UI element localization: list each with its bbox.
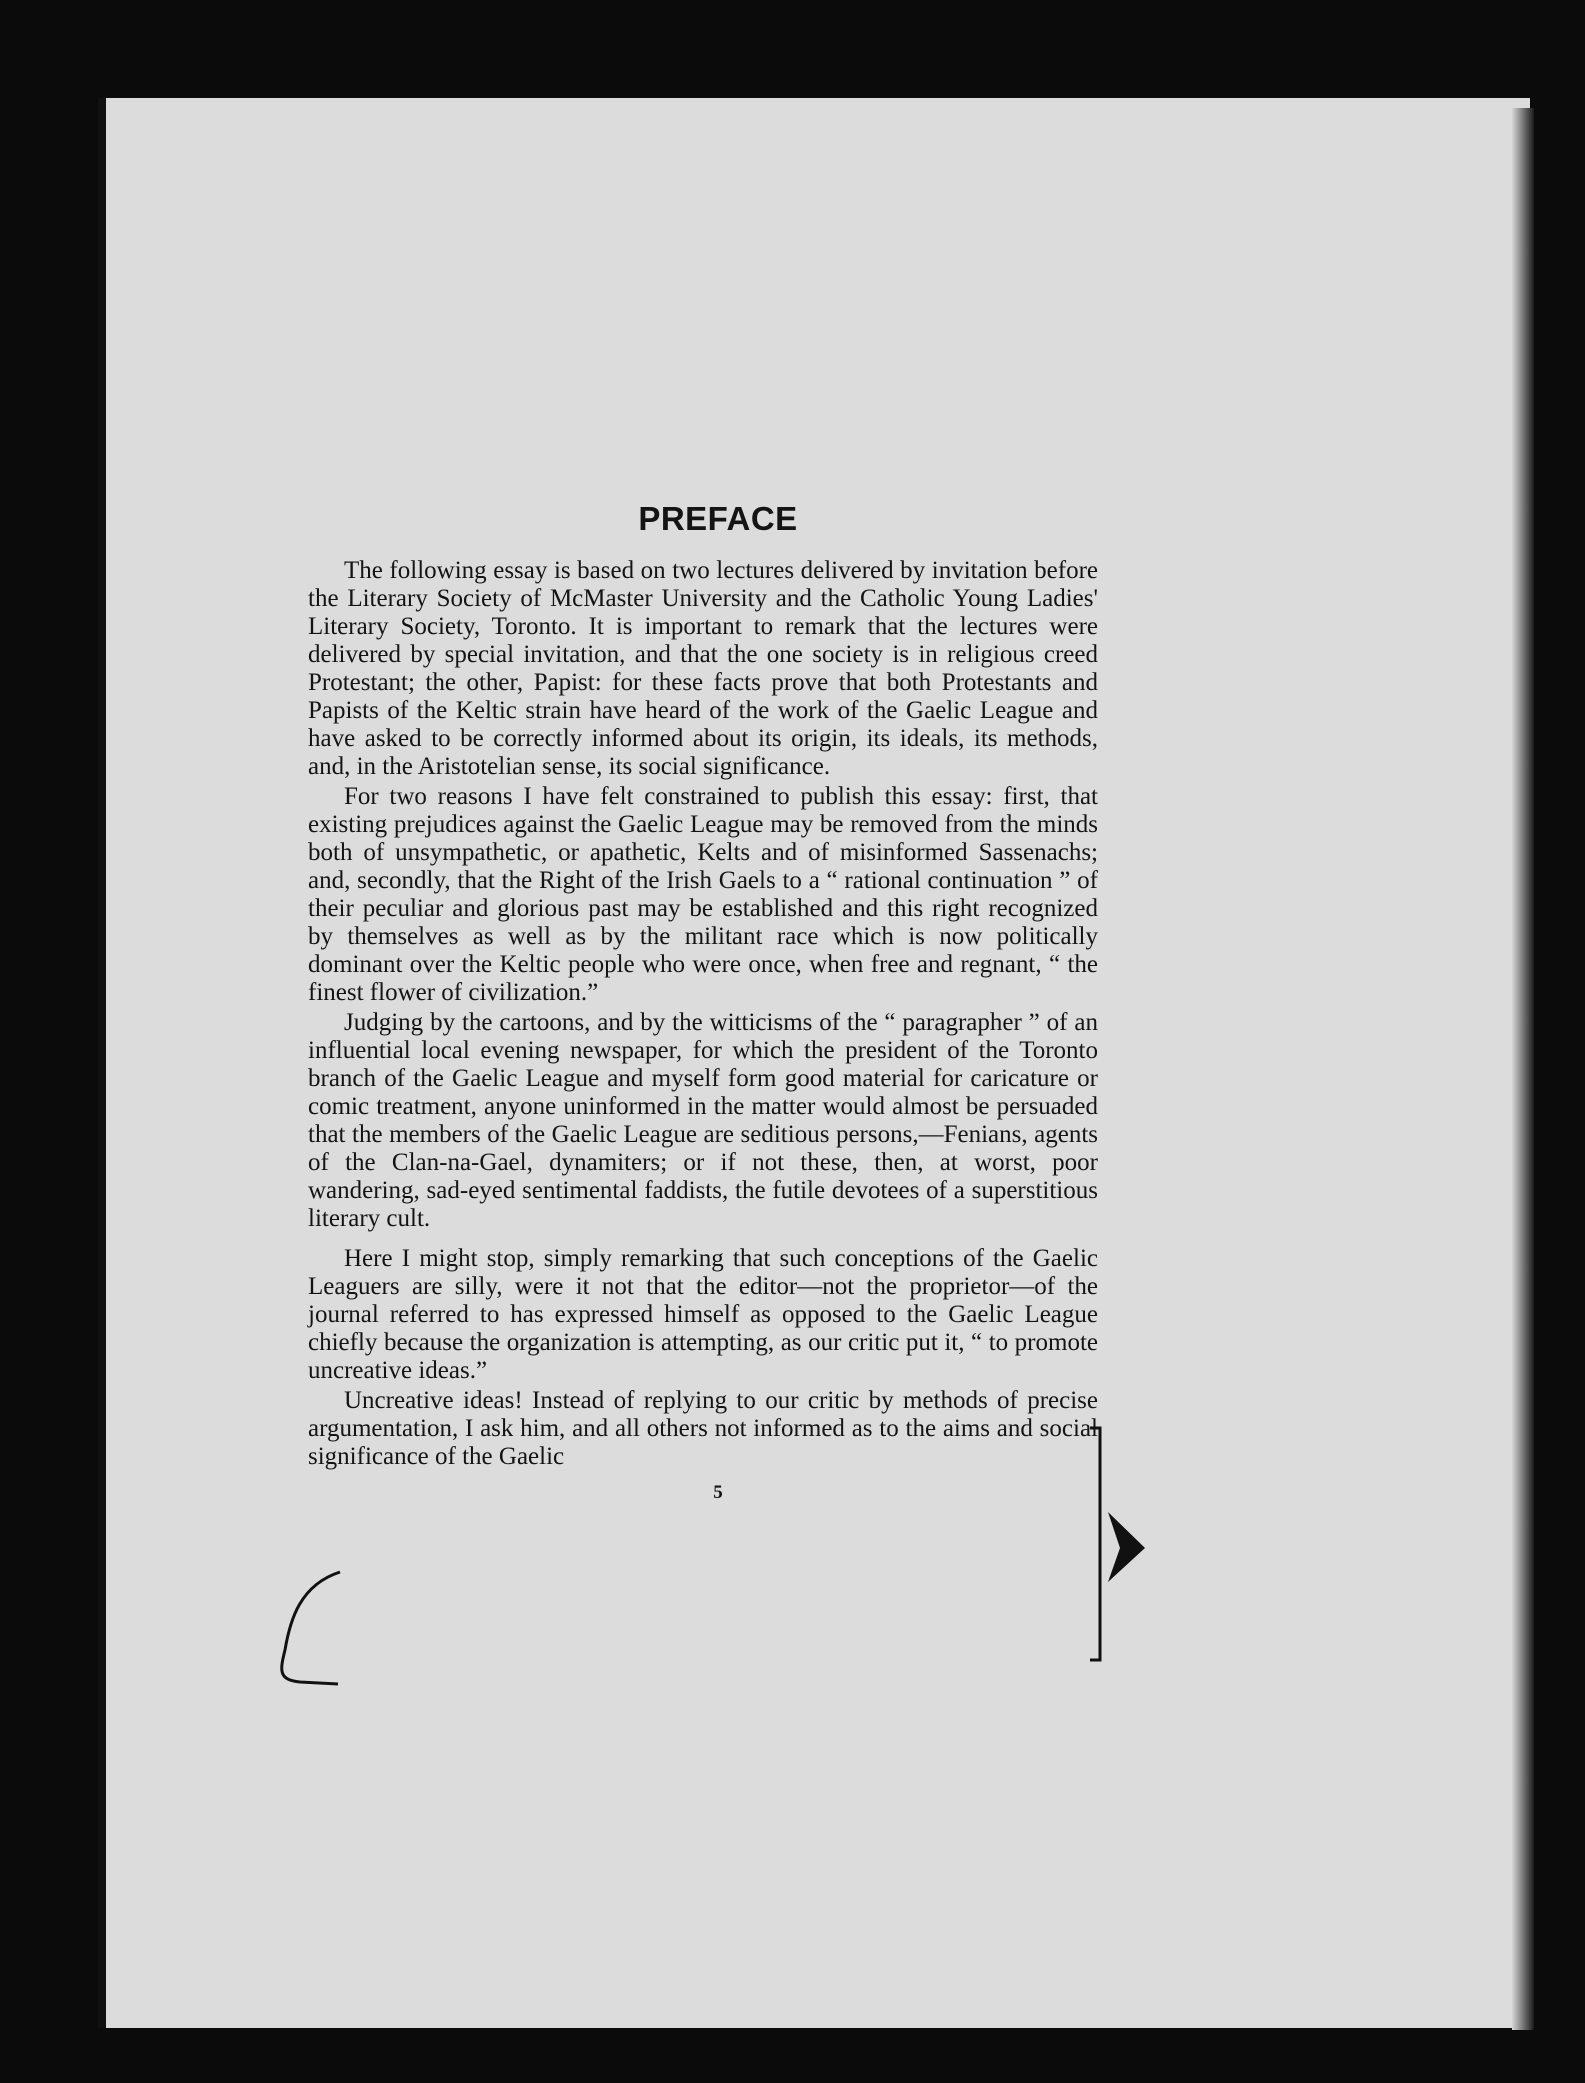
margin-bracket-right bbox=[1090, 1428, 1100, 1660]
paragraph-3: Judging by the cartoons, and by the witticisms of the “ paragrapher ” of an influential local evening newspaper, for which the president of the Toronto branch of the Gaelic League and myself form good material for caricature or comic treatment, anyone uninformed in the matter would almost be persuaded that the members of the Gaelic League are seditious persons,—Fenians, agents of the Clan-na-Gael, dynamiters; or if not these, then, at worst, poor wandering, sad-eyed sentimental faddists, the futile devotees of a superstitious literary cult. bbox=[308, 1009, 1098, 1232]
paragraph-5: Uncreative ideas! Instead of replying to our critic by methods of precise argumentation, I ask him, and all others not informed as to the aims and social significance of the Gaelic bbox=[308, 1387, 1098, 1470]
paragraph-2: For two reasons I have felt constrained to publish this essay: first, that existing prejudices against the Gaelic League may be removed from the minds both of unsympathetic, or apathetic, Kelts and of misinformed Sassenachs; and, secondly, that the Right of the Irish Gaels to a “ rational continuation ” of their peculiar and glorious past may be established and this right recognized by themselves as well as by the militant race which is now politically dominant over the Keltic people who were once, when free and regnant, “ the finest flower of civilization.” bbox=[308, 783, 1098, 1006]
margin-bracket-left bbox=[282, 1572, 340, 1684]
paragraph-1: The following essay is based on two lectures delivered by invitation before the Literary Society of McMaster University and the Catholic Young Ladies' Literary Society, Toronto. It is important to remark that the lectures were delivered by special invitation, and that the one society is in religious creed Protestant; the other, Papist: for these facts prove that both Protestants and Papists of the Keltic strain have heard of the work of the Gaelic League and have asked to be correctly informed about its origin, its ideals, its methods, and, in the Aristotelian sense, its social significance. bbox=[308, 557, 1098, 780]
page-title: PREFACE bbox=[638, 500, 798, 537]
paragraph-4: Here I might stop, simply remarking that such conceptions of the Gaelic Leaguers are silly, were it not that the editor—not the proprietor—of the journal referred to has expressed himself as opposed to the Gaelic League chiefly because the organization is attempting, as our critic put it, “ to promote uncreative ideas.” bbox=[308, 1245, 1098, 1384]
page-number: 5 bbox=[713, 1482, 723, 1503]
arrow-mark-icon bbox=[1108, 1512, 1145, 1582]
